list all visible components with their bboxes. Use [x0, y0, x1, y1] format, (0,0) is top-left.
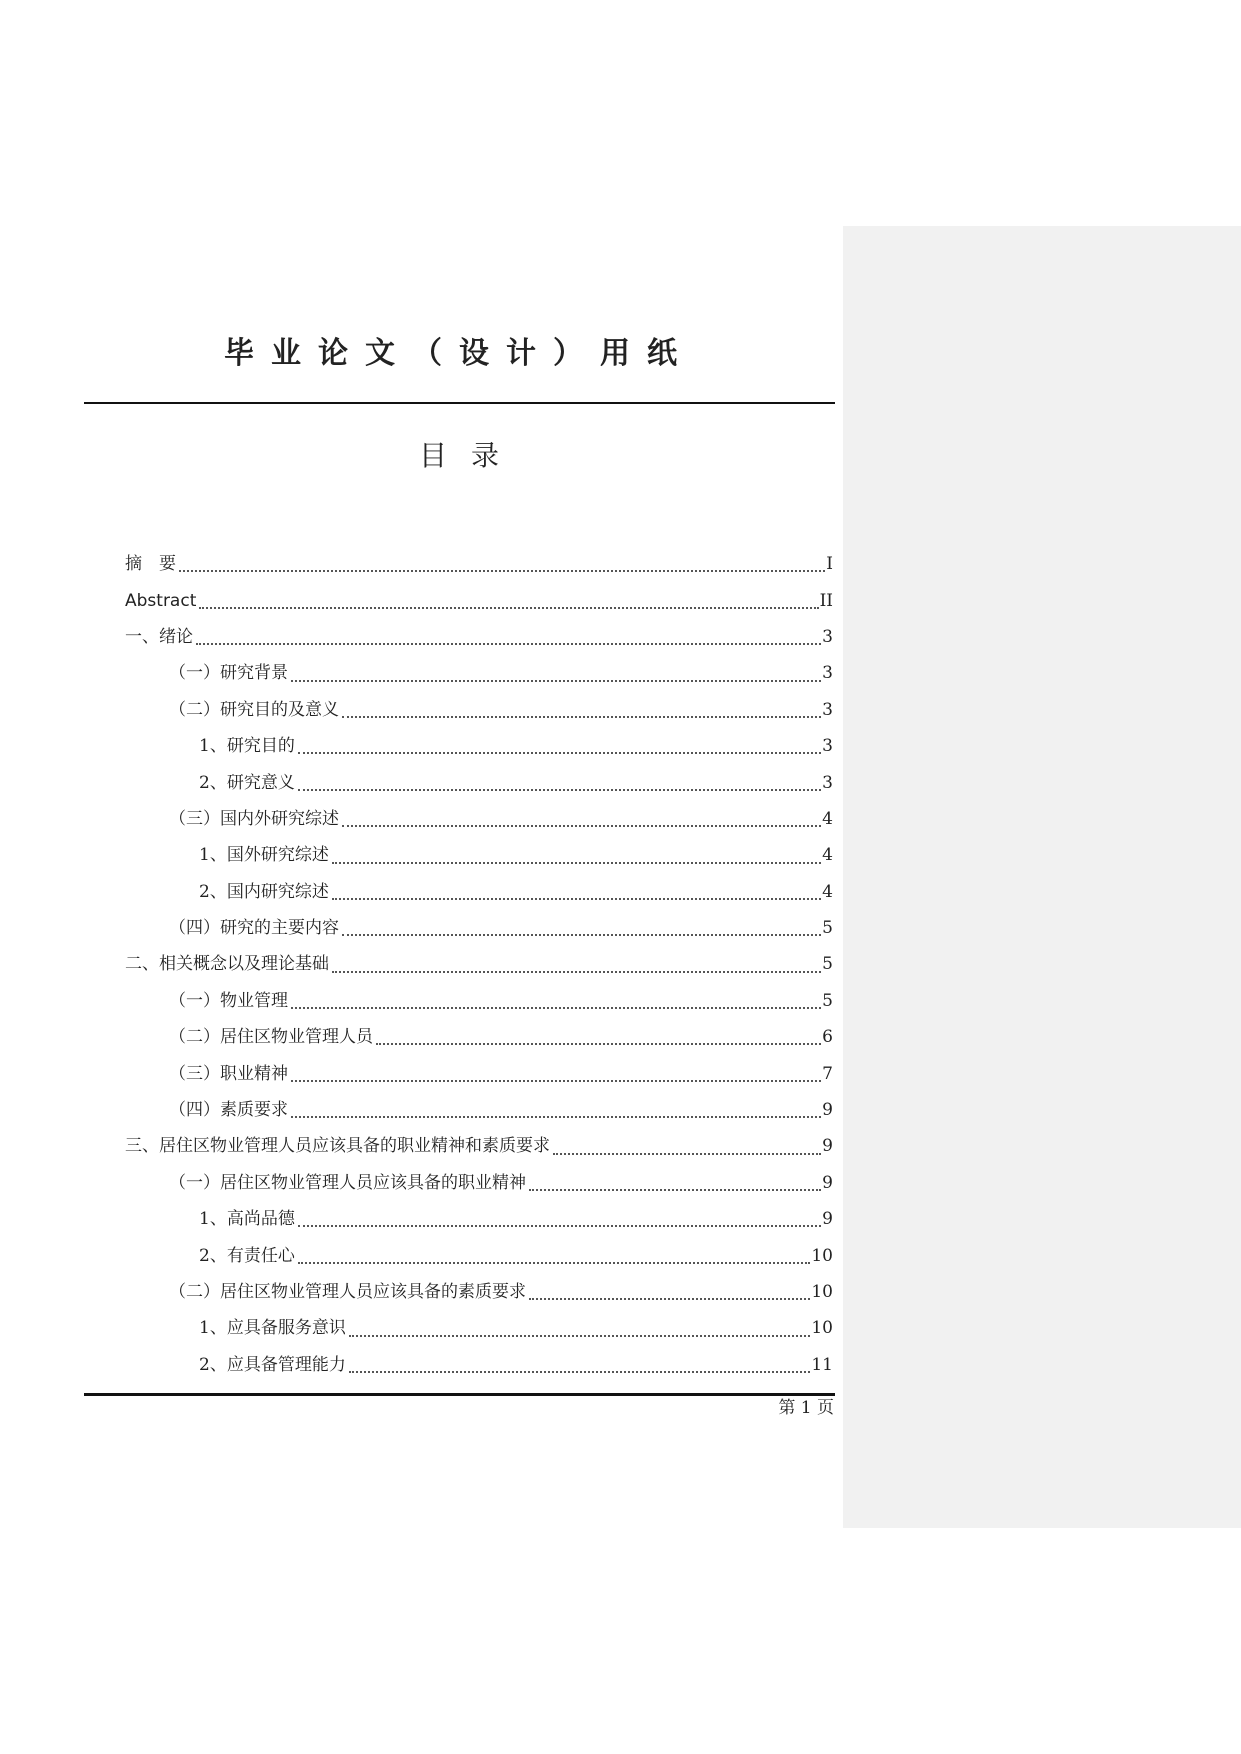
toc-dot-leader: [529, 1189, 821, 1191]
toc-entry-page: 10: [811, 1282, 833, 1302]
toc-entry-title: 1、国外研究综述: [199, 845, 329, 866]
toc-entry[interactable]: [125, 1237, 833, 1273]
toc-entry[interactable]: [125, 983, 833, 1019]
toc-entry-page: 7: [822, 1063, 833, 1084]
toc-entry[interactable]: [125, 1347, 833, 1383]
toc-dot-leader: [332, 971, 821, 973]
toc-dot-leader: [298, 789, 821, 791]
toc-dot-leader: [332, 898, 821, 900]
toc-entry-title: （一）居住区物业管理人员应该具备的职业精神: [169, 1172, 526, 1193]
toc-entry-page: 3: [822, 699, 833, 720]
toc-entry-page: 9: [822, 1209, 833, 1230]
toc-entry-page: 10: [811, 1245, 833, 1266]
toc-entry-page: 3: [822, 663, 833, 684]
toc-dot-leader: [342, 934, 821, 936]
comment-pane: [843, 226, 1241, 1528]
toc-entry-page: 4: [822, 881, 833, 902]
toc-dot-leader: [553, 1153, 821, 1155]
toc-entry-title: 1、高尚品德: [199, 1209, 295, 1230]
toc-entry-page: 5: [822, 918, 833, 939]
toc-entry-title: （一）研究背景: [169, 663, 288, 684]
toc-entry[interactable]: [125, 764, 833, 800]
toc-entry-title: 摘 要: [125, 554, 176, 575]
toc-title: 目录: [418, 439, 523, 472]
toc-dot-leader: [291, 680, 821, 682]
toc-entry-title: （四）素质要求: [169, 1100, 288, 1121]
toc-entry-page: 6: [822, 1027, 833, 1048]
toc-entry-title: 2、有责任心: [199, 1245, 295, 1266]
toc-entry-page: 11: [811, 1354, 833, 1375]
toc-entry-page: 5: [822, 954, 833, 975]
toc-entry-title: Abstract: [125, 590, 197, 611]
toc-entry-title: 2、应具备管理能力: [199, 1354, 346, 1375]
toc-entry-page: 5: [822, 990, 833, 1011]
toc-entry[interactable]: [125, 910, 833, 946]
toc-entry[interactable]: [125, 692, 833, 728]
toc-entry-page: 9: [822, 1136, 833, 1157]
toc-entry-title: 2、研究意义: [199, 772, 295, 793]
toc-entry-title: （二）居住区物业管理人员应该具备的素质要求: [169, 1282, 526, 1302]
toc-entry-page: 9: [822, 1172, 833, 1193]
toc-entry-title: （四）研究的主要内容: [169, 918, 339, 939]
toc-dot-leader: [298, 752, 821, 754]
toc-entry[interactable]: [125, 1274, 833, 1310]
toc-entry[interactable]: [125, 801, 833, 837]
toc-dot-leader: [376, 1043, 821, 1045]
toc-entry[interactable]: [125, 582, 833, 618]
toc-entry[interactable]: [125, 1128, 833, 1164]
toc-entry-title: （三）国内外研究综述: [169, 808, 339, 829]
toc-dot-leader: [529, 1298, 810, 1300]
toc-entry-title: 二、相关概念以及理论基础: [125, 954, 329, 975]
toc-entry-title: （一）物业管理: [169, 990, 288, 1011]
toc-entry-title: 2、国内研究综述: [199, 881, 329, 902]
toc-entry-page: 3: [822, 626, 833, 647]
toc-entry-page: II: [819, 590, 833, 611]
toc-entry-title: 一、绪论: [125, 626, 193, 647]
toc-entry[interactable]: [125, 1055, 833, 1091]
toc-entry-page: 9: [822, 1100, 833, 1121]
toc-entry-title: 1、应具备服务意识: [199, 1318, 346, 1339]
toc-entry-page: 10: [811, 1318, 833, 1339]
toc-entry[interactable]: [125, 946, 833, 982]
toc-dot-leader: [332, 862, 821, 864]
toc-entry-title: 三、居住区物业管理人员应该具备的职业精神和素质要求: [125, 1136, 550, 1157]
toc-entry[interactable]: [125, 1165, 833, 1201]
toc-dot-leader: [291, 1080, 821, 1082]
page-number: 第 1 页: [778, 1398, 834, 1418]
toc-entry[interactable]: [125, 728, 833, 764]
toc-entry-page: I: [826, 554, 833, 575]
toc-dot-leader: [349, 1335, 811, 1337]
toc-dot-leader: [298, 1225, 821, 1227]
header-title: 毕业论文（设计）用纸: [224, 336, 694, 371]
toc-entry[interactable]: [125, 1201, 833, 1237]
toc-dot-leader: [196, 643, 821, 645]
toc-dot-leader: [199, 607, 818, 609]
toc-dot-leader: [291, 1116, 821, 1118]
toc-entry[interactable]: [125, 619, 833, 655]
toc-entry-page: 3: [822, 772, 833, 793]
toc-dot-leader: [291, 1007, 821, 1009]
toc-dot-leader: [342, 716, 821, 718]
toc-entry[interactable]: [125, 1310, 833, 1346]
header-divider: [84, 402, 835, 404]
toc-entry-page: 4: [822, 808, 833, 829]
toc-dot-leader: [342, 825, 821, 827]
toc-entry[interactable]: [125, 655, 833, 691]
toc-entry[interactable]: [125, 546, 833, 582]
toc-entry-page: 4: [822, 845, 833, 866]
toc-entry-title: （三）职业精神: [169, 1063, 288, 1084]
toc-entry[interactable]: [125, 1019, 833, 1055]
toc-entry-title: （二）研究目的及意义: [169, 699, 339, 720]
toc-dot-leader: [298, 1262, 811, 1264]
toc-entry-page: 3: [822, 736, 833, 757]
toc-entry-title: 1、研究目的: [199, 736, 295, 757]
table-of-contents: [125, 546, 833, 1383]
toc-dot-leader: [179, 570, 825, 572]
toc-entry[interactable]: [125, 1092, 833, 1128]
toc-dot-leader: [349, 1371, 811, 1373]
toc-entry-title: （二）居住区物业管理人员: [169, 1027, 373, 1048]
toc-entry[interactable]: [125, 837, 833, 873]
toc-entry[interactable]: [125, 874, 833, 910]
